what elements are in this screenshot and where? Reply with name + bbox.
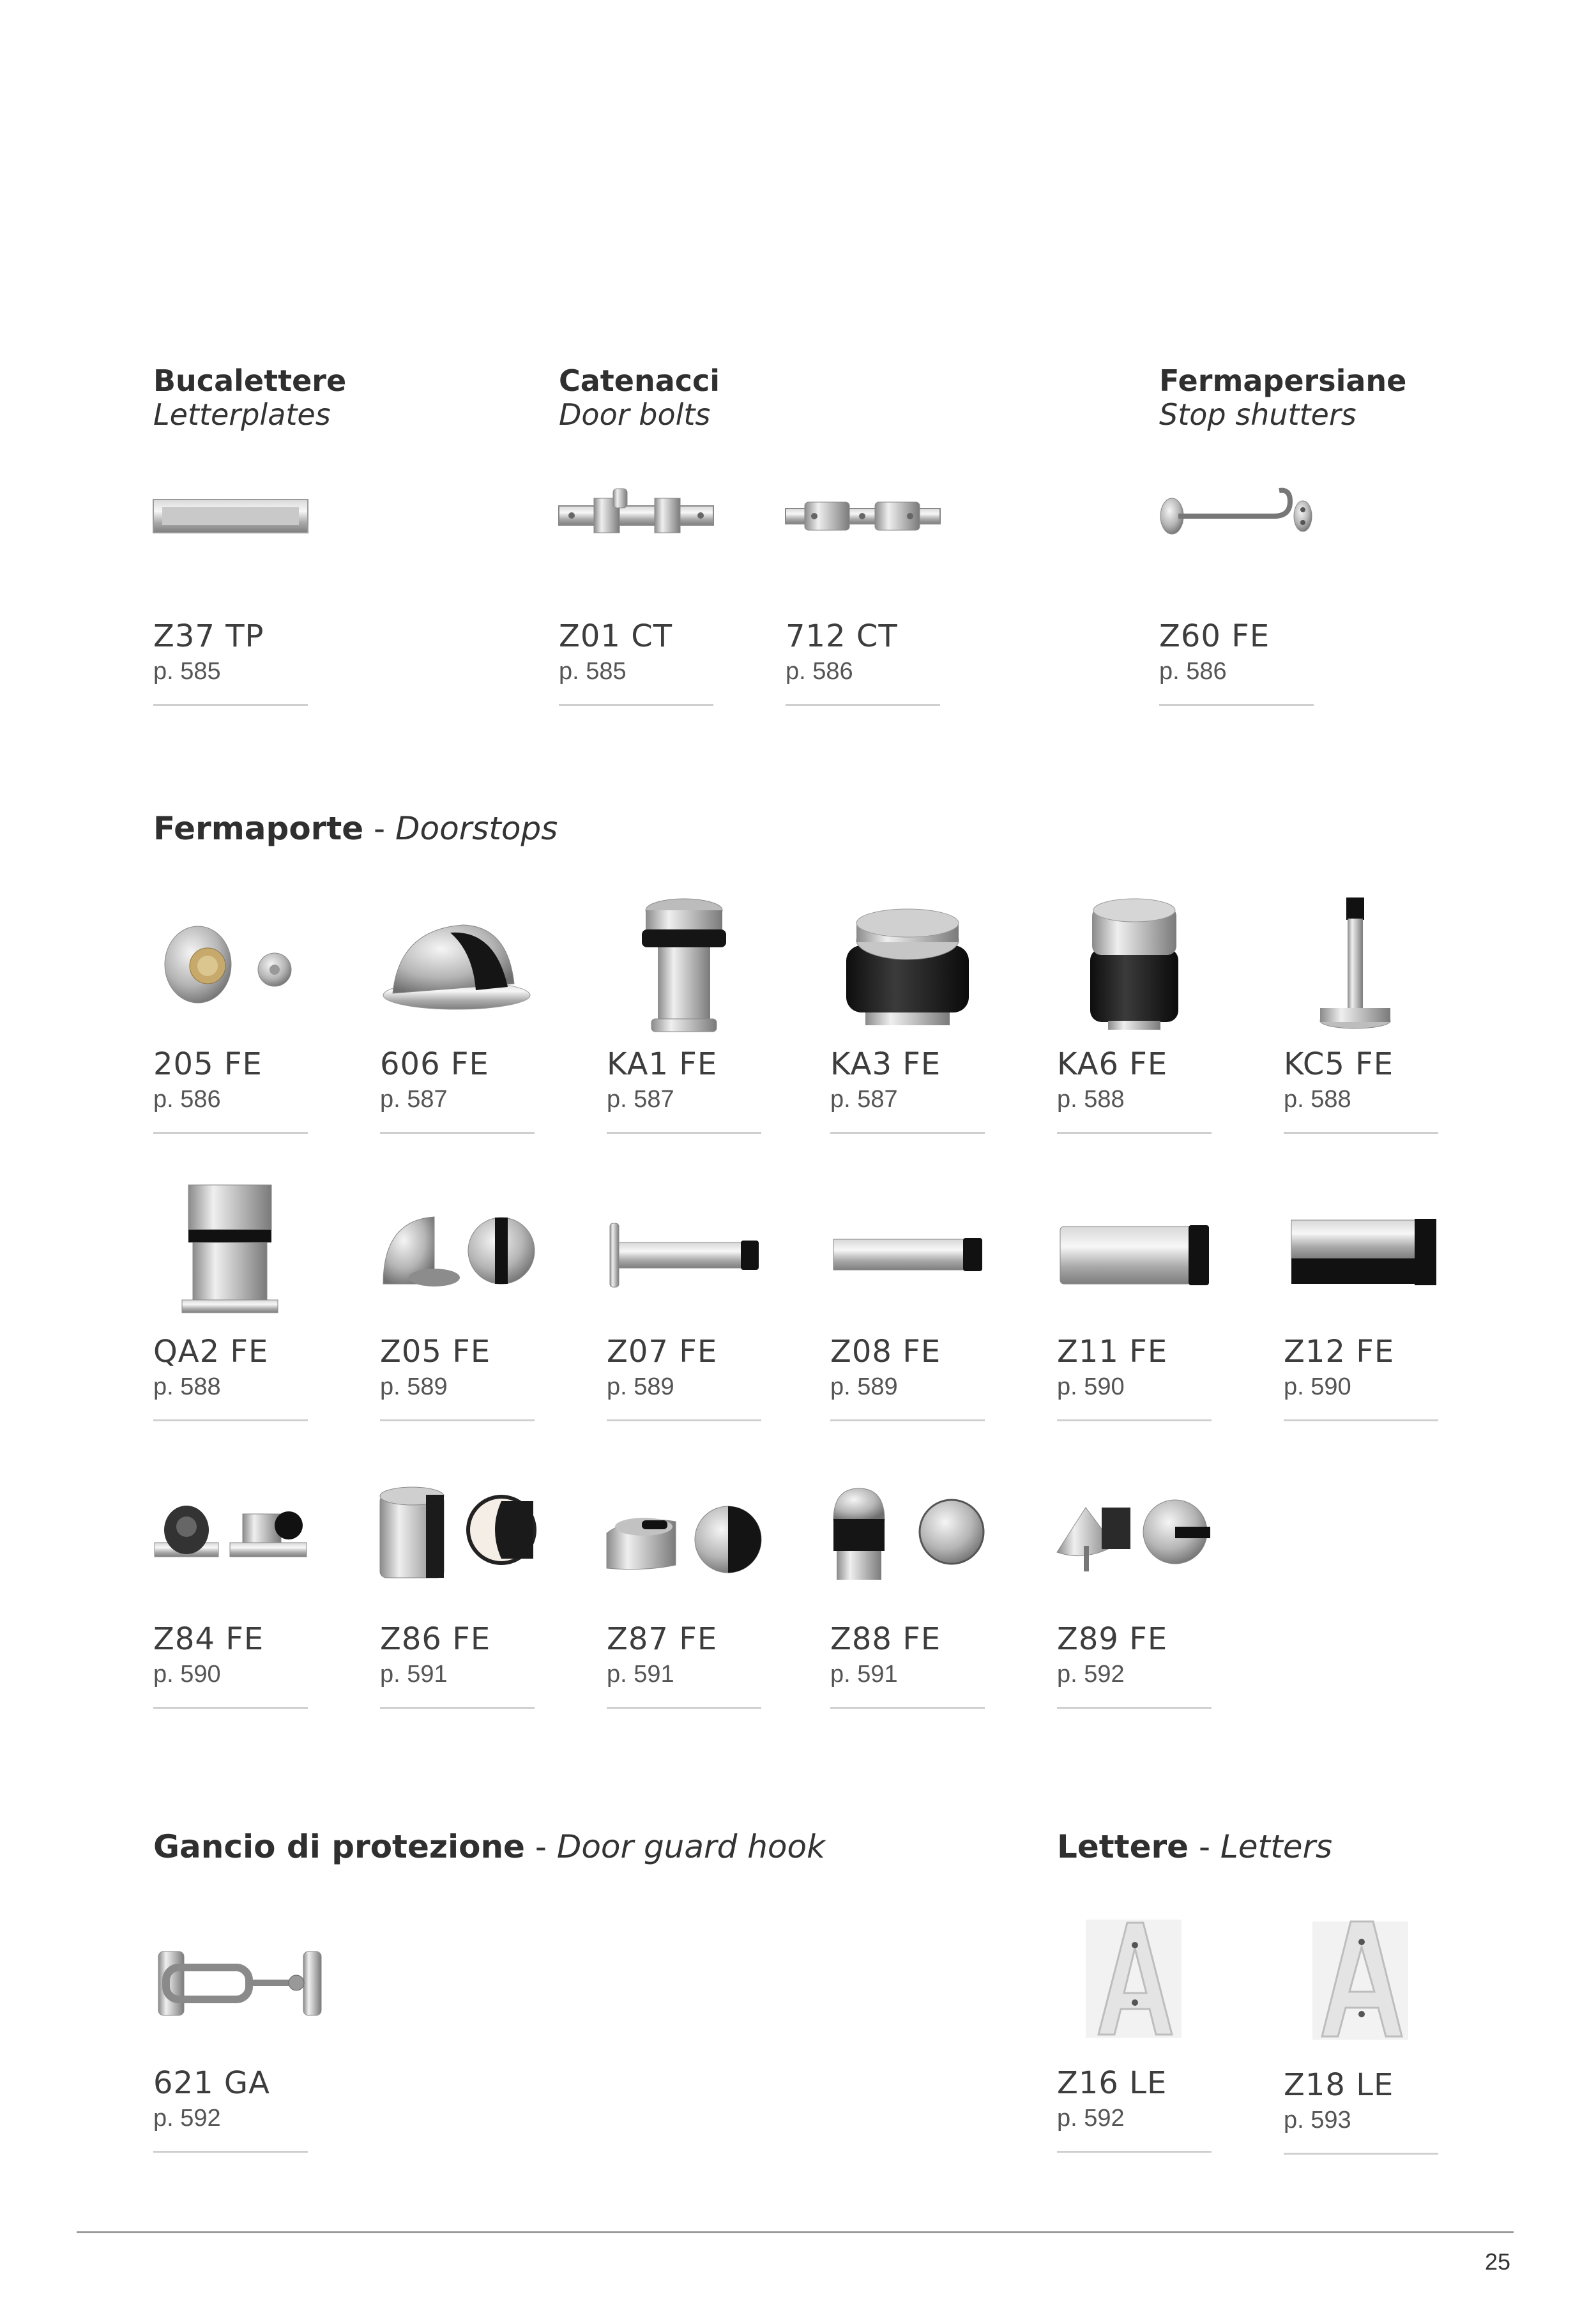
page-ref: p. 590 — [1284, 1373, 1351, 1400]
product-code: Z16 LE — [1057, 2065, 1167, 2101]
product-code: Z12 FE — [1284, 1334, 1395, 1370]
title-it: Fermapersiane — [1159, 363, 1407, 398]
doorstop-image — [1057, 1469, 1212, 1616]
product-code: Z07 FE — [607, 1334, 718, 1370]
divider — [1284, 2153, 1438, 2155]
section-title-doorstops — [153, 810, 558, 847]
section-title-letters — [1057, 1828, 1332, 1865]
product-code: KA6 FE — [1057, 1046, 1168, 1082]
doorstop-image — [153, 894, 308, 1041]
doorstop-image — [1057, 1182, 1212, 1329]
doorstop-image — [380, 894, 535, 1041]
page-ref: p. 588 — [1057, 1086, 1125, 1113]
title-it: Gancio di protezione — [153, 1828, 525, 1865]
doorstop-image — [1284, 1182, 1438, 1329]
title-en: Door bolts — [559, 397, 711, 432]
section-title-door-bolts — [559, 364, 720, 432]
divider — [153, 1707, 308, 1709]
page-ref: p. 590 — [1057, 1373, 1125, 1400]
product-code: Z84 FE — [153, 1621, 264, 1657]
divider — [380, 1132, 535, 1134]
product-code: Z08 FE — [830, 1334, 941, 1370]
letter-a-image — [1284, 1915, 1438, 2062]
page-ref: p. 586 — [786, 658, 853, 685]
divider — [1057, 2151, 1212, 2153]
page-ref: p. 585 — [153, 658, 221, 685]
doorstop-image — [830, 1469, 985, 1616]
doorstop-image — [607, 1182, 761, 1329]
page-ref: p. 587 — [607, 1086, 674, 1113]
product-code: Z01 CT — [559, 618, 673, 654]
product-code: Z87 FE — [607, 1621, 718, 1657]
doorstop-image — [380, 1469, 535, 1616]
doorstop-image — [153, 1182, 308, 1329]
section-title-stop-shutters — [1159, 364, 1406, 432]
divider — [607, 1419, 761, 1421]
product-code: Z89 FE — [1057, 1621, 1168, 1657]
doorstop-image — [830, 894, 985, 1041]
product-code: Z86 FE — [380, 1621, 491, 1657]
title-it: Bucalettere — [153, 363, 347, 398]
door-guard-hook-image — [153, 1913, 308, 2060]
divider — [607, 1132, 761, 1134]
divider — [559, 704, 713, 706]
page-ref: p. 591 — [380, 1661, 448, 1688]
section-title-door-guard-hook — [153, 1828, 825, 1865]
doorstop-image — [153, 1469, 308, 1616]
letterplate-image — [153, 466, 308, 613]
divider — [1284, 1132, 1438, 1134]
divider — [830, 1707, 985, 1709]
divider — [1159, 704, 1314, 706]
doorstop-image — [830, 1182, 985, 1329]
divider — [1057, 1419, 1212, 1421]
title-it: Lettere — [1057, 1828, 1189, 1865]
divider — [1057, 1132, 1212, 1134]
divider — [153, 2151, 308, 2153]
title-it: Fermaporte — [153, 810, 364, 847]
title-en: Letterplates — [153, 397, 331, 432]
doorstop-image — [607, 1469, 761, 1616]
divider — [786, 704, 940, 706]
product-code: KA1 FE — [607, 1046, 718, 1082]
divider — [607, 1707, 761, 1709]
page-ref: p. 589 — [607, 1373, 674, 1400]
title-en: Letters — [1220, 1828, 1333, 1865]
product-code: Z88 FE — [830, 1621, 941, 1657]
title-en: Door guard hook — [556, 1828, 826, 1865]
divider — [380, 1707, 535, 1709]
divider — [830, 1132, 985, 1134]
doorstop-image — [380, 1182, 535, 1329]
page-ref: p. 593 — [1284, 2107, 1351, 2134]
footer-divider — [77, 2231, 1514, 2233]
divider — [153, 1132, 308, 1134]
page-ref: p. 591 — [830, 1661, 898, 1688]
page-ref: p. 585 — [559, 658, 627, 685]
page-ref: p. 588 — [153, 1373, 221, 1400]
product-code: 621 GA — [153, 2065, 270, 2101]
product-code: Z37 TP — [153, 618, 264, 654]
door-bolt-image — [786, 466, 940, 613]
product-code: KA3 FE — [830, 1046, 941, 1082]
product-code: KC5 FE — [1284, 1046, 1394, 1082]
page-ref: p. 589 — [830, 1373, 898, 1400]
divider — [1057, 1707, 1212, 1709]
divider — [830, 1419, 985, 1421]
product-code: 205 FE — [153, 1046, 262, 1082]
page-ref: p. 586 — [153, 1086, 221, 1113]
doorstop-image — [1057, 894, 1212, 1041]
door-bolt-image — [559, 466, 713, 613]
page-ref: p. 587 — [830, 1086, 898, 1113]
divider — [380, 1419, 535, 1421]
divider — [153, 1419, 308, 1421]
product-code: Z60 FE — [1159, 618, 1270, 654]
letter-a-image — [1057, 1913, 1212, 2060]
page-number: 25 — [1485, 2249, 1511, 2275]
product-code: Z05 FE — [380, 1334, 491, 1370]
title-it: Catenacci — [559, 363, 720, 398]
shutter-hook-image — [1159, 466, 1314, 613]
title-en: Doorstops — [395, 810, 558, 847]
page-ref: p. 592 — [153, 2105, 221, 2132]
page-ref: p. 592 — [1057, 2105, 1125, 2132]
section-title-letterplates — [153, 364, 346, 432]
product-code: 606 FE — [380, 1046, 489, 1082]
doorstop-image — [607, 894, 761, 1041]
divider — [153, 704, 308, 706]
title-separator: - — [524, 1828, 557, 1865]
title-separator: - — [363, 810, 395, 847]
page-ref: p. 586 — [1159, 658, 1227, 685]
doorstop-image — [1284, 894, 1438, 1041]
page-ref: p. 589 — [380, 1373, 448, 1400]
page-ref: p. 587 — [380, 1086, 448, 1113]
product-code: QA2 FE — [153, 1334, 269, 1370]
product-code: Z18 LE — [1284, 2067, 1394, 2103]
product-code: 712 CT — [786, 618, 898, 654]
title-en: Stop shutters — [1159, 397, 1357, 432]
page-ref: p. 588 — [1284, 1086, 1351, 1113]
page-ref: p. 590 — [153, 1661, 221, 1688]
page-ref: p. 592 — [1057, 1661, 1125, 1688]
page-ref: p. 591 — [607, 1661, 674, 1688]
product-code: Z11 FE — [1057, 1334, 1168, 1370]
title-separator: - — [1189, 1828, 1220, 1865]
divider — [1284, 1419, 1438, 1421]
